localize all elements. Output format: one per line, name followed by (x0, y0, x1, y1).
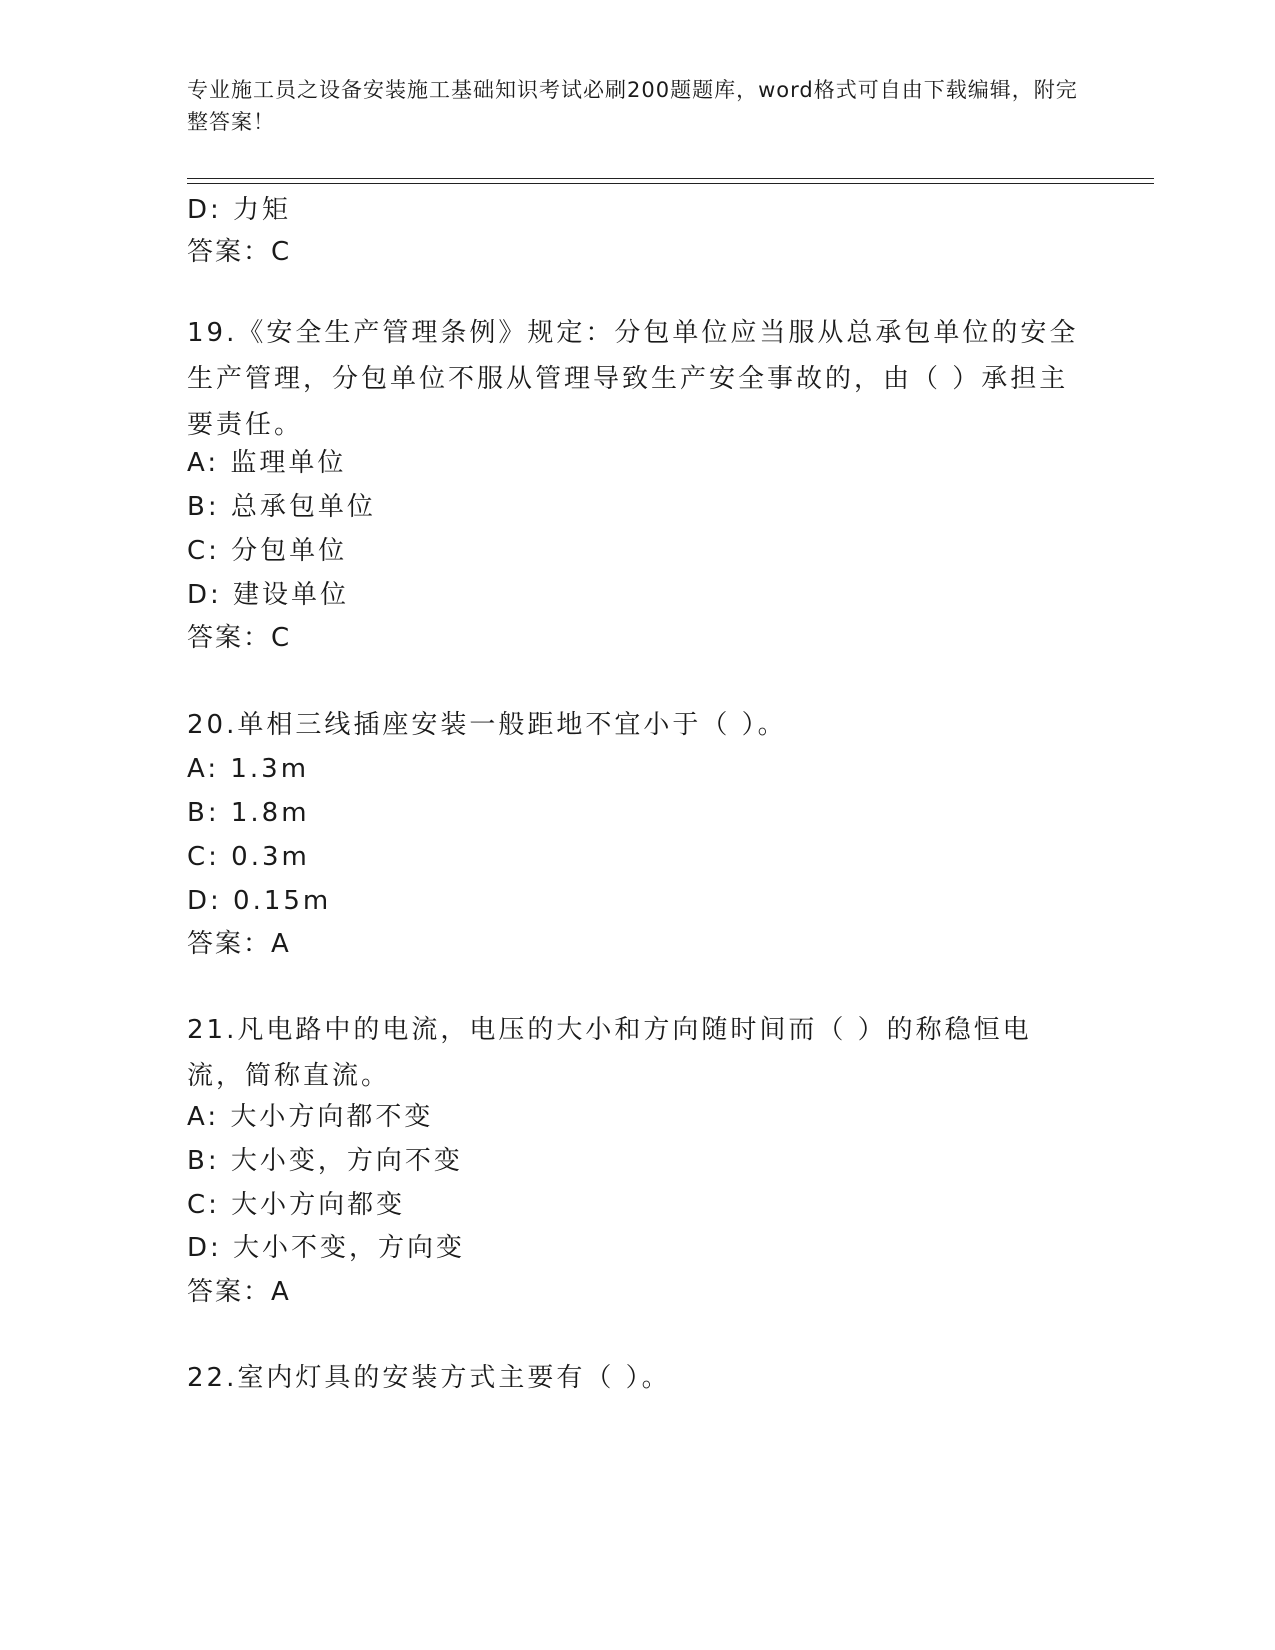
question-19-stem: 19.《安全生产管理条例》规定：分包单位应当服从总承包单位的安全生产管理，分包单位不服从管理导致生产安全事故的，由（ ）承担主要责任。 (187, 318, 1079, 440)
answer-label: 答案：C (187, 237, 292, 267)
question-19-answer: 答案：C (187, 623, 292, 653)
header-divider-top (187, 178, 1154, 179)
question-20-option-b: B: 1.8m (187, 798, 310, 828)
question-21-answer: 答案：A (187, 1277, 291, 1307)
question-19-option-b: B: 总承包单位 (187, 492, 376, 522)
question-21-option-d: D: 大小不变，方向变 (187, 1233, 466, 1263)
question-20-stem: 20.单相三线插座安装一般距地不宜小于（ ）。 (187, 710, 787, 740)
question-21-option-a: A: 大小方向都不变 (187, 1102, 434, 1132)
header-divider-bottom (187, 183, 1154, 184)
option-d: D: 力矩 (187, 195, 292, 225)
question-21-option-b: B: 大小变，方向不变 (187, 1146, 463, 1176)
question-19-option-d: D: 建设单位 (187, 580, 350, 610)
question-22-stem: 22.室内灯具的安装方式主要有（ ）。 (187, 1363, 671, 1393)
question-21-stem: 21.凡电路中的电流，电压的大小和方向随时间而（ ）的称稳恒电流，简称直流。 (187, 1015, 1032, 1091)
question-20-option-a: A: 1.3m (187, 754, 310, 784)
question-20-option-d: D: 0.15m (187, 886, 332, 916)
question-20-option-c: C: 0.3m (187, 842, 310, 872)
question-21-option-c: C: 大小方向都变 (187, 1190, 406, 1220)
question-20-answer: 答案：A (187, 929, 291, 959)
question-19-option-c: C: 分包单位 (187, 536, 348, 566)
document-header: 专业施工员之设备安装施工基础知识考试必刷200题题库，word格式可自由下载编辑，附完整答案！ (187, 78, 1078, 134)
question-19-option-a: A: 监理单位 (187, 448, 347, 478)
